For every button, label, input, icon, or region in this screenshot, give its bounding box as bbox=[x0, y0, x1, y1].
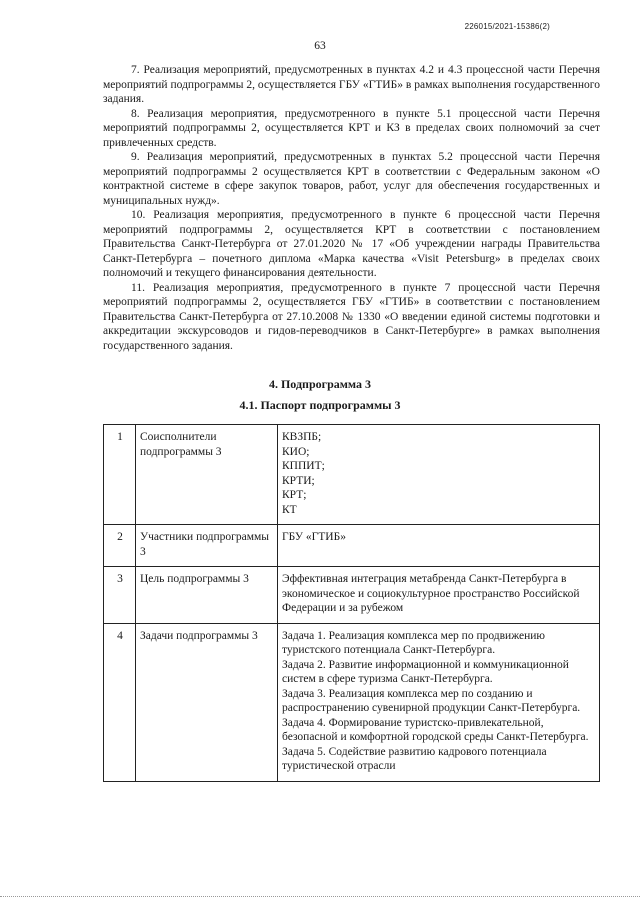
page-number: 63 bbox=[314, 40, 326, 52]
subsection-heading: 4.1. Паспорт подпрограммы 3 bbox=[239, 398, 401, 412]
value-line: Эффективная интеграция метабренда Санкт-Петербурга в экономическое и социокультурное пространство Российской Федерации и за рубежом bbox=[282, 573, 580, 614]
body-text bbox=[103, 63, 600, 353]
row-label: Задачи подпрограммы 3 bbox=[136, 623, 278, 781]
row-value bbox=[278, 425, 600, 525]
value-line: КРТИ; bbox=[282, 474, 315, 487]
paragraph-8: 8. Реализация мероприятия, предусмотренного в пункте 5.1 процессной части Перечня мероприятий подпрограммы 2, осуществляется КРТ и КЗ в пределах своих полномочий за счет привлеченных средств. bbox=[103, 107, 600, 149]
document-id: 226015/2021-15386(2) bbox=[464, 22, 550, 31]
value-line: КИО; bbox=[282, 445, 310, 458]
value-line: КППИТ; bbox=[282, 460, 325, 472]
value-line: КРТ; bbox=[282, 489, 307, 501]
paragraph-11: 11. Реализация мероприятия, предусмотренного в пункте 7 процессной части Перечня мероприятий подпрограммы 2, осуществляется ГБУ «ГТИБ» в соответствии с постановлением Правительства Санкт-Петербурга от 27.10.2008 № 1330 «О введении единой системы подготовки и аккредитации экскурсоводов и гидов-переводчиков в Санкт-Петербурге» в рамках выполнения государственного задания. bbox=[103, 281, 600, 352]
paragraph-7: 7. Реализация мероприятий, предусмотренных в пунктах 4.2 и 4.3 процессной части Перечня мероприятий подпрограммы 2, осуществляется ГБУ «ГТИБ» в рамках выполнения государственного задания. bbox=[103, 64, 600, 105]
value-line: Задача 3. Реализация комплекса мер по созданию и распространению сувенирной продукции Санкт-Петербурга. bbox=[282, 687, 581, 714]
row-number: 2 bbox=[104, 525, 136, 567]
row-label: Участники подпрограммы 3 bbox=[136, 525, 278, 567]
value-line: Задача 4. Формирование туристско-привлекательной, безопасной и комфортной городской среды Санкт-Петербурга. bbox=[282, 716, 589, 743]
row-number: 4 bbox=[104, 623, 136, 781]
passport-row bbox=[104, 525, 600, 567]
value-line: Задача 2. Развитие информационной и коммуникационной систем в сфере туризма Санкт-Петербурга. bbox=[282, 658, 569, 685]
value-line: ГБУ «ГТИБ» bbox=[282, 531, 346, 543]
value-line: Задача 5. Содействие развитию кадрового потенциала туристической отрасли bbox=[282, 745, 547, 772]
passport-row bbox=[104, 567, 600, 624]
paragraph-9: 9. Реализация мероприятий, предусмотренных в пунктах 5.2 процессной части Перечня мероприятий подпрограммы 2 осуществляется КРТ в соответствии с Федеральным законом «О контрактной системе в сфере закупок товаров, работ, услуг для обеспечения государственных и муниципальных нужд». bbox=[103, 151, 600, 207]
passport-row bbox=[104, 623, 600, 781]
row-number: 3 bbox=[104, 567, 136, 624]
passport-table bbox=[103, 424, 600, 782]
paragraph-10: 10. Реализация мероприятия, предусмотренного в пункте 6 процессной части Перечня мероприятий подпрограммы 2, осуществляется КРТ в соответствии с постановлением Правительства Санкт-Петербурга от 27.01.2020 № 17 «Об учреждении награды Правительства Санкт-Петербурга – почетного диплома «Марка качества «Visit Petersburg» в пределах своих полномочий и текущего финансирования деятельности. bbox=[103, 209, 600, 279]
row-number: 1 bbox=[104, 425, 136, 525]
section-heading: 4. Подпрограмма 3 bbox=[268, 377, 372, 391]
value-line: Задача 1. Реализация комплекса мер по продвижению туристского потенциала Санкт-Петербурга. bbox=[282, 629, 546, 656]
row-label: Цель подпрограммы 3 bbox=[136, 567, 278, 624]
value-line: КВЗПБ; bbox=[282, 431, 322, 443]
footer-rule bbox=[0, 896, 640, 897]
row-value bbox=[278, 567, 600, 624]
row-value bbox=[278, 623, 600, 781]
row-value bbox=[278, 525, 600, 567]
passport-row bbox=[104, 425, 600, 525]
value-line: КТ bbox=[282, 503, 297, 516]
row-label: Соисполнители подпрограммы 3 bbox=[136, 425, 278, 525]
